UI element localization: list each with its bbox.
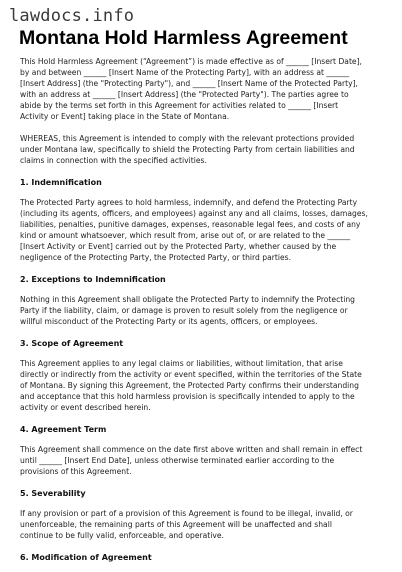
section-heading: 2. Exceptions to Indemnification [20, 275, 166, 284]
document-title: Montana Hold Harmless Agreement [19, 27, 348, 49]
section-body: The Protected Party agrees to hold harmless, indemnify, and defend the Protecting Party (including its agents, officers, and employees) against any and all claims, losses, damages, liabilities, penalties, punitive damages, expenses, reasonable legal fees, and costs of any kind or amount whatsoever, which result from, arise out of, or are related to the ______ [Insert Activity or Event] carried out by the Protected Party, whether caused by the negligence of the Protecting Party, the Protected Party, or third parties. [20, 198, 368, 262]
whereas-paragraph: WHEREAS, this Agreement is intended to comply with the relevant protections provided under Montana law, specifically to shield the Protecting Party from certain liabilities and claims in connection with the specified activities. [20, 134, 355, 165]
section-scope [20, 338, 386, 413]
document-body [20, 56, 386, 572]
section-term [20, 424, 386, 477]
section-heading: 4. Agreement Term [20, 425, 107, 434]
intro-paragraph: This Hold Harmless Agreement (“Agreement”) is made effective as of ______ [Insert Date], by and between ______ [Insert Name of the Protecting Party], with an address at ______ [Insert Address] (the "Protecting Party"), and ______ [Insert Name of the Protected Party], with an address at ______ [Insert Address] (the "Protected Party"). The parties agree to abide by the terms set forth in this Agreement for activities related to ______ [Insert Activity or Event] taking place in the State of Montana. [20, 57, 362, 121]
section-body: This Agreement applies to any legal claims or liabilities, without limitation, that arise directly or indirectly from the activity or event specified, within the territories of the State of Montana. By signing this Agreement, the Protected Party confirms their understanding and acceptance that this hold harmless provision is specifically intended to apply to the activity or event described herein. [20, 359, 362, 412]
section-severability [20, 488, 386, 541]
site-logo[interactable]: lawdocs.info [9, 6, 135, 26]
section-modification [20, 552, 386, 563]
section-body: This Agreement shall commence on the date first above written and shall remain in effect until ______ [Insert End Date], unless otherwise terminated earlier according to the provisions of this Agreement. [20, 445, 363, 476]
section-heading: 3. Scope of Agreement [20, 339, 124, 348]
section-heading: 5. Severability [20, 489, 86, 498]
section-heading: 1. Indemnification [20, 178, 102, 187]
section-body: Nothing in this Agreement shall obligate the Protected Party to indemnify the Protecting Party if the liability, claim, or damage is proven to result solely from the negligence or willful misconduct of the Protecting Party or its agents, officers, or employees. [20, 295, 355, 326]
section-heading: 6. Modification of Agreement [20, 553, 152, 562]
section-exceptions [20, 274, 386, 327]
section-body: If any provision or part of a provision of this Agreement is found to be illegal, invalid, or unenforceable, the remaining parts of this Agreement will be unaffected and shall continue to be fully valid, enforceable, and operative. [20, 509, 353, 540]
section-indemnification [20, 177, 386, 263]
